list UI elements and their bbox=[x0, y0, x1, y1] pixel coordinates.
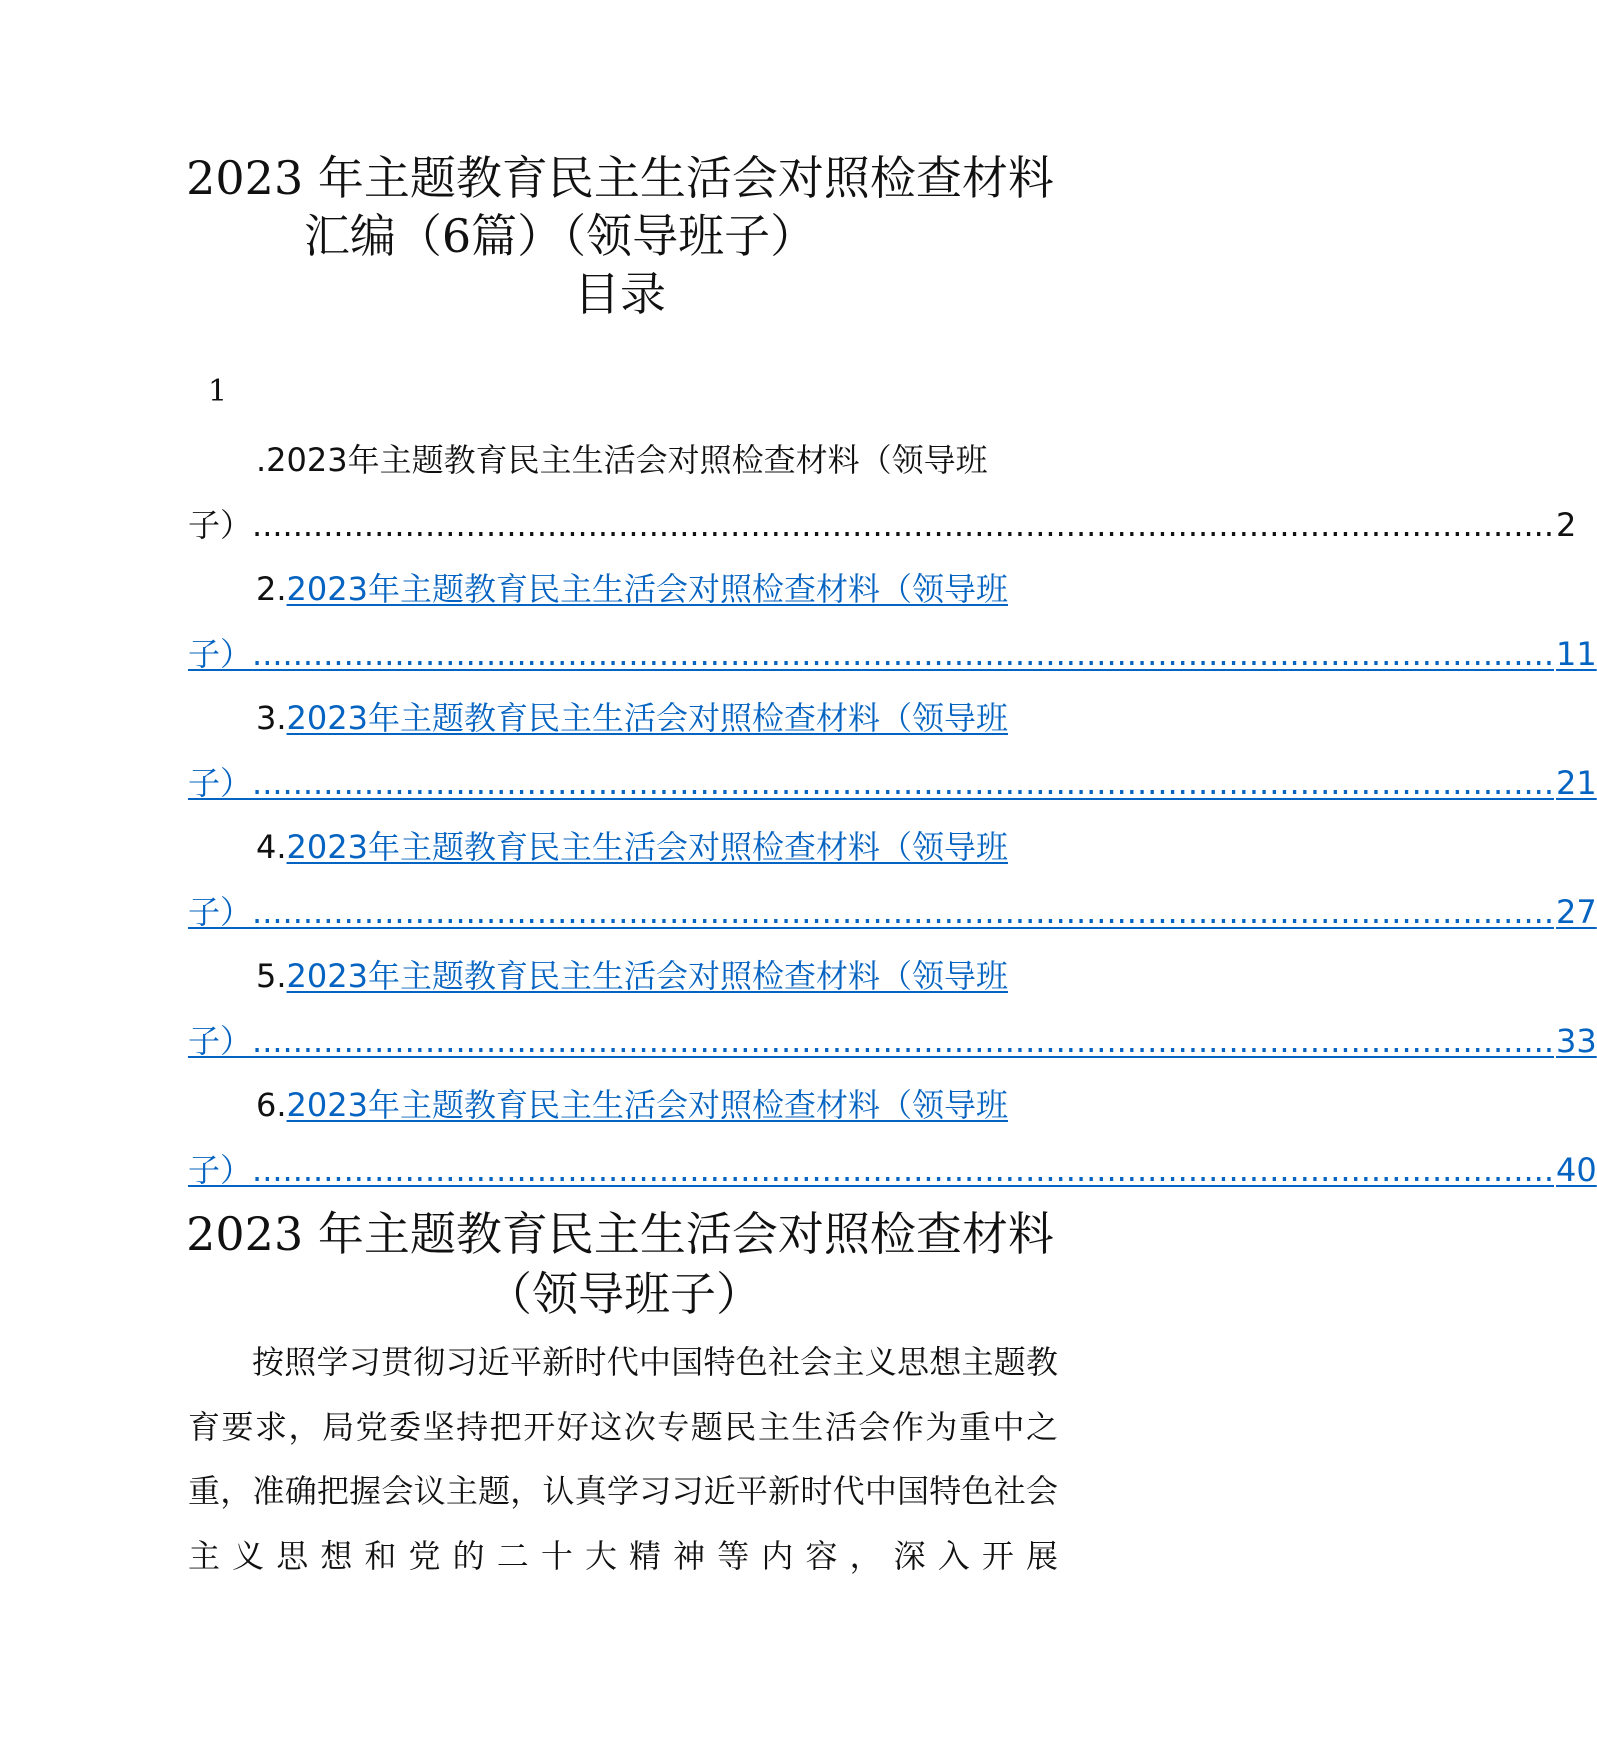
toc-entry-6[interactable] bbox=[188, 1073, 1597, 1202]
toc-leader-dots: ................................................................................................................................ bbox=[252, 505, 1555, 544]
toc-entry-3-link-tail[interactable]: 子） ................................................................................................................................ 21 bbox=[188, 751, 1056, 816]
toc-entry-3[interactable] bbox=[188, 686, 1597, 815]
toc-entry-5-prefix: 5. bbox=[256, 957, 287, 995]
toc-entry-1-prefix: . bbox=[256, 441, 267, 479]
toc-entry-5-page: 33 bbox=[1556, 1021, 1597, 1060]
toc-entry-6-link[interactable]: 2023年主题教育民主生活会对照检查材料（领导班 bbox=[286, 1086, 1008, 1124]
toc-leader-dots: ................................................................................................................................ bbox=[252, 634, 1555, 673]
toc-entry-2-link[interactable]: 2023年主题教育民主生活会对照检查材料（领导班 bbox=[286, 570, 1008, 608]
document-title-line-1: 2023 年主题教育民主生活会对照检查材料 bbox=[186, 151, 1054, 205]
toc-entry-3-link[interactable]: 2023年主题教育民主生活会对照检查材料（领导班 bbox=[286, 699, 1008, 737]
toc-entry-4[interactable] bbox=[188, 815, 1597, 944]
toc-entry-2-page: 11 bbox=[1556, 634, 1597, 673]
toc-entry-2[interactable] bbox=[188, 557, 1597, 686]
toc-entry-4-prefix: 4. bbox=[256, 828, 287, 866]
toc-entry-1-tail: 子） bbox=[188, 505, 253, 544]
toc-entry-4-page: 27 bbox=[1556, 892, 1597, 931]
toc-entry-4-link[interactable]: 2023年主题教育民主生活会对照检查材料（领导班 bbox=[286, 828, 1008, 866]
toc-leader-dots: ................................................................................................................................ bbox=[252, 892, 1555, 931]
body-paragraph: 按照学习贯彻习近平新时代中国特色社会主义思想主题教育要求，局党委坚持把开好这次专题民主生活会作为重中之重，准确把握会议主题，认真学习习近平新时代中国特色社会主义思想和党的二十大精神等内容，深入开展 bbox=[188, 1343, 1058, 1575]
toc-heading: 目录 bbox=[574, 267, 666, 321]
toc-entry-1[interactable] bbox=[188, 428, 1577, 557]
document-title-line-2: 汇编（6篇）（领导班子） bbox=[303, 209, 817, 263]
toc-entry-5-link-tail[interactable]: 子） ................................................................................................................................ 33 bbox=[188, 1009, 1056, 1074]
toc-entry-3-prefix: 3. bbox=[256, 699, 287, 737]
toc-entry-6-link-tail[interactable]: 子） ................................................................................................................................ 40 bbox=[188, 1138, 1056, 1203]
toc-leader-dots: ................................................................................................................................ bbox=[252, 1021, 1555, 1060]
toc-entry-5-link[interactable]: 2023年主题教育民主生活会对照检查材料（领导班 bbox=[286, 957, 1008, 995]
toc-entry-2-link-tail[interactable]: 子） ................................................................................................................................ 11 bbox=[188, 622, 1056, 687]
toc-entry-5[interactable] bbox=[188, 944, 1597, 1073]
toc-entry-4-link-tail[interactable]: 子） ................................................................................................................................ 27 bbox=[188, 880, 1056, 945]
section-subtitle: （领导班子） bbox=[486, 1267, 762, 1321]
section-title: 2023 年主题教育民主生活会对照检查材料 bbox=[186, 1207, 1054, 1261]
table-of-contents bbox=[188, 428, 1597, 1202]
toc-entry-6-prefix: 6. bbox=[256, 1086, 287, 1124]
stray-page-number: 1 bbox=[208, 374, 228, 409]
toc-entry-1-text: 2023年主题教育民主生活会对照检查材料（领导班 bbox=[266, 441, 988, 479]
toc-entry-3-page: 21 bbox=[1556, 763, 1597, 802]
toc-leader-dots: ................................................................................................................................ bbox=[252, 1150, 1555, 1189]
toc-entry-6-page: 40 bbox=[1556, 1150, 1597, 1189]
toc-entry-1-page: 2 bbox=[1556, 505, 1577, 544]
toc-leader-dots: ................................................................................................................................ bbox=[252, 763, 1555, 802]
toc-entry-2-prefix: 2. bbox=[256, 570, 287, 608]
